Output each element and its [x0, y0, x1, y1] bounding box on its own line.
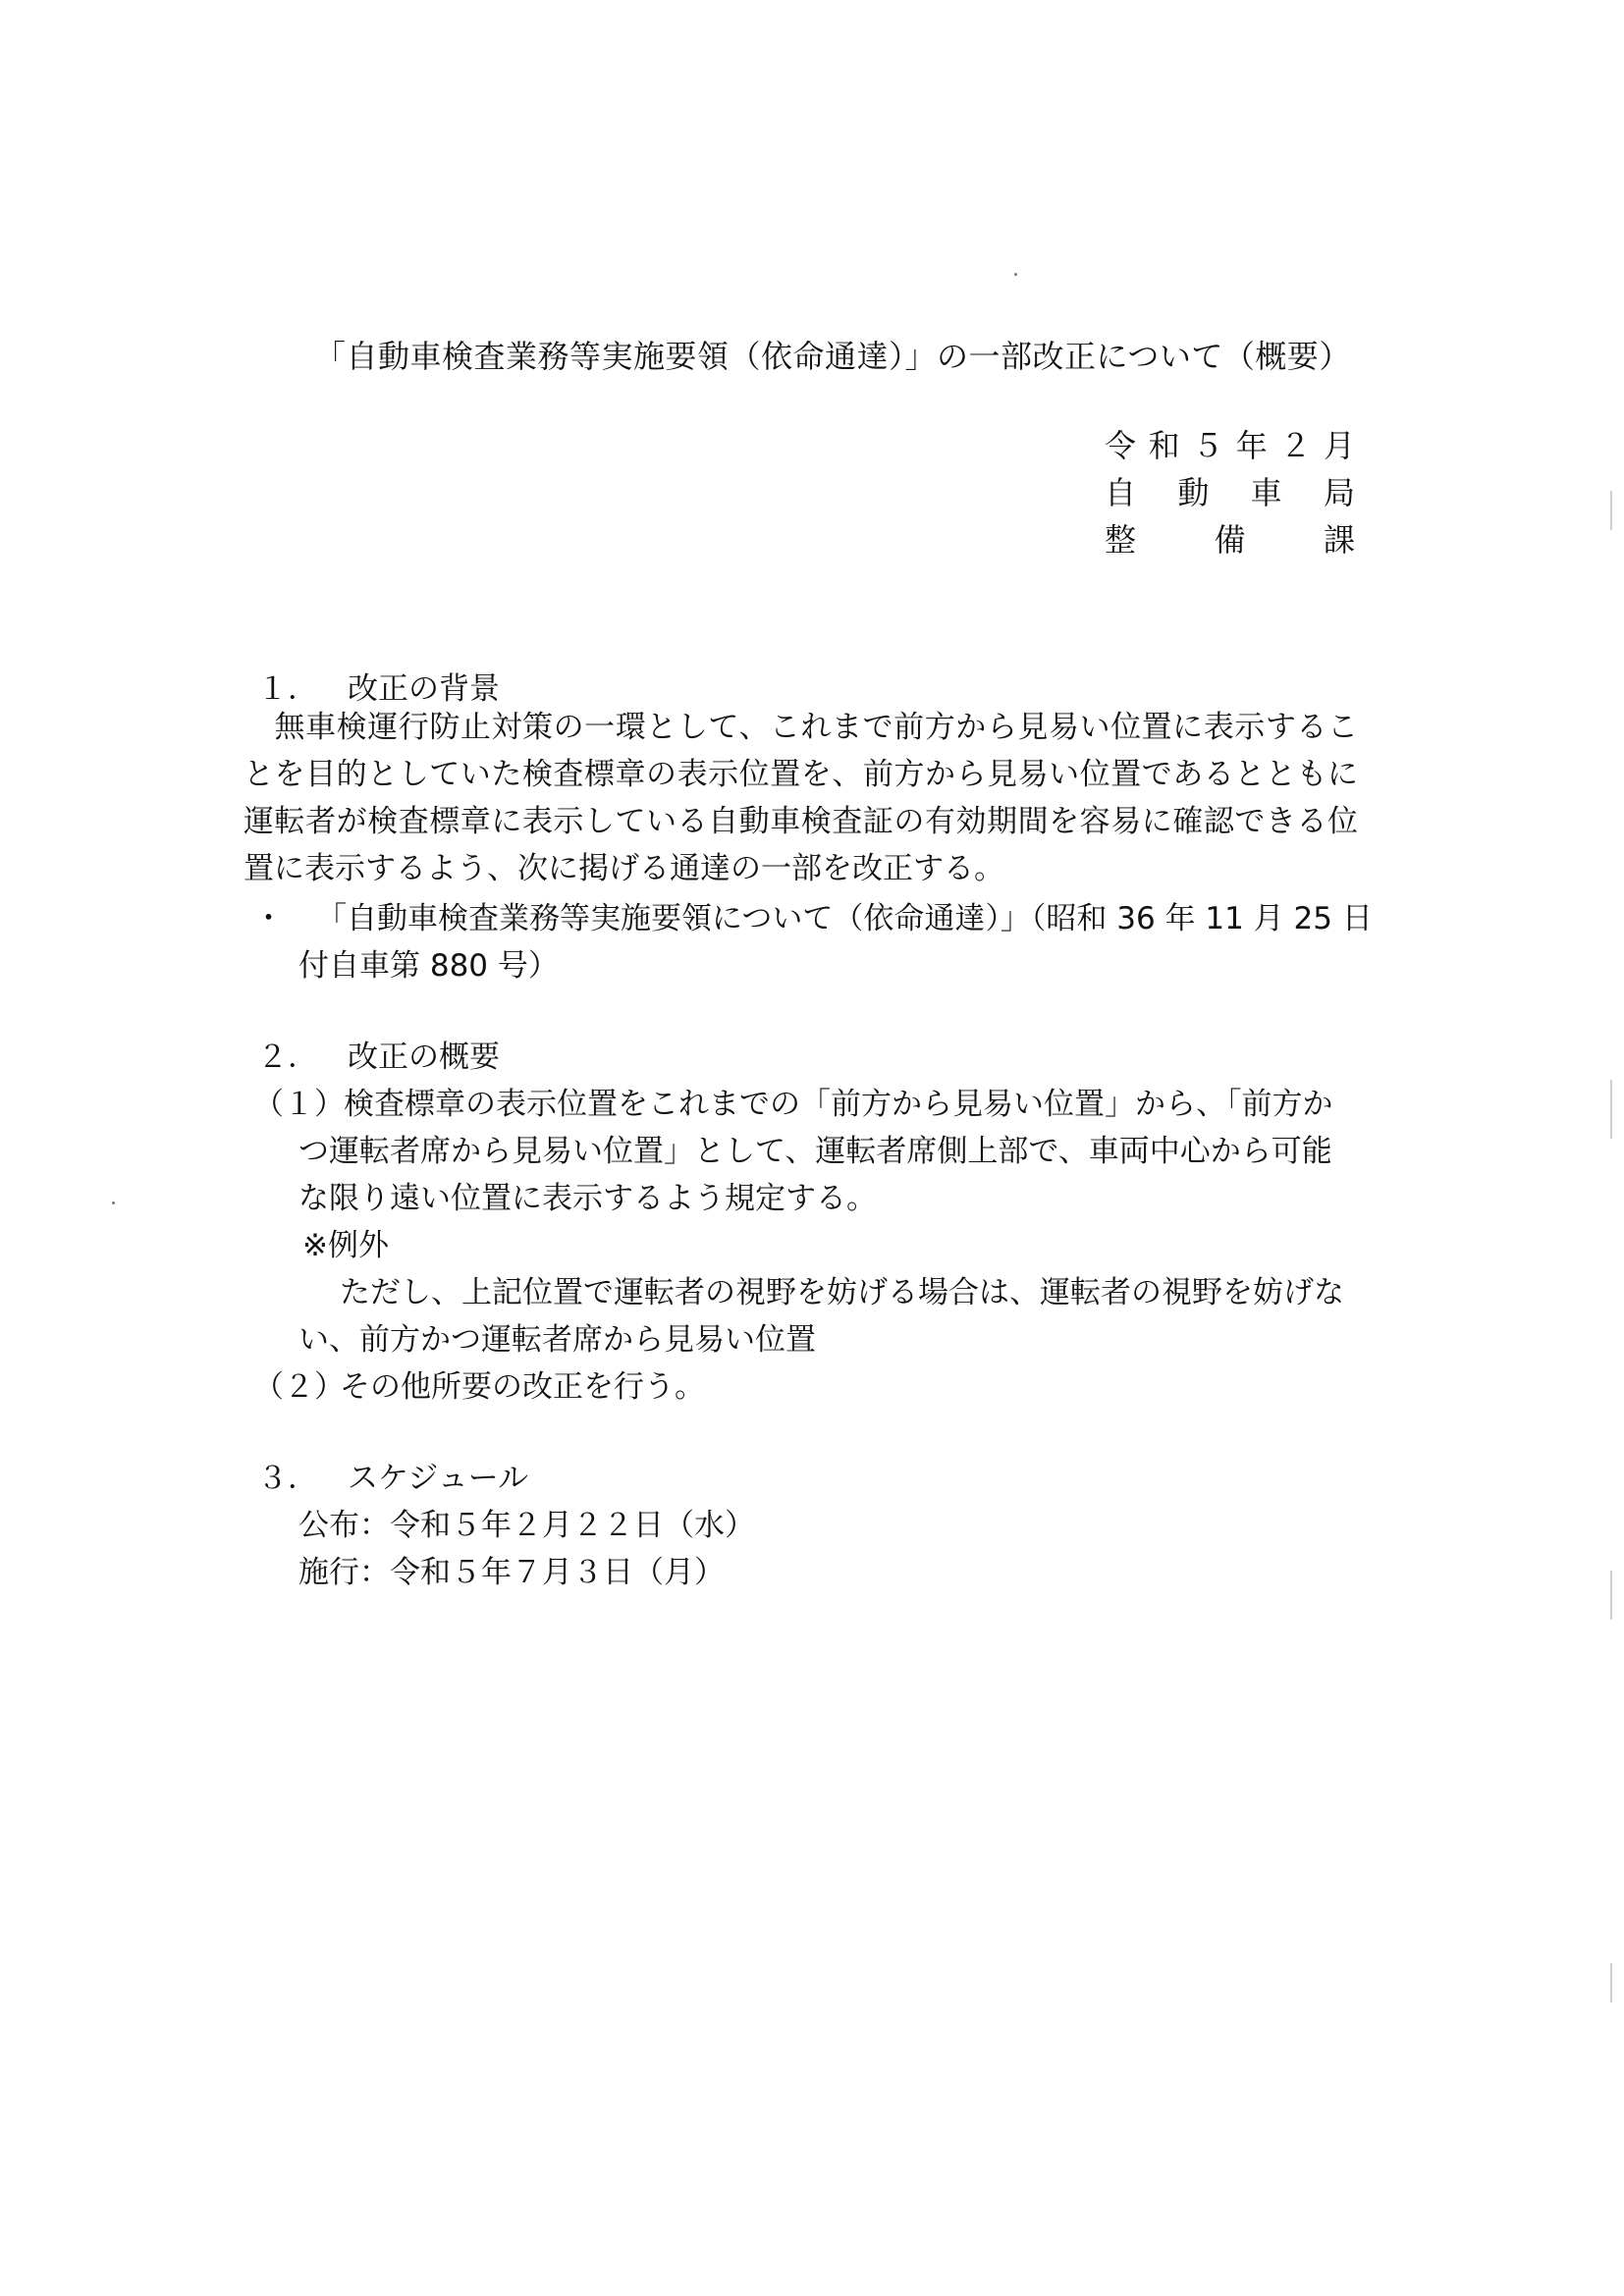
item-2-text: その他所要の改正を行う。 [340, 1369, 705, 1405]
item-2-label: （２） [253, 1369, 345, 1405]
sender-division: 整 備 課 [1105, 521, 1355, 559]
exception-line-2: い、前方かつ運転者席から見易い位置 [298, 1322, 816, 1358]
referenced-notice-line-2: 付自車第 880 号） [298, 948, 559, 984]
scan-edge-mark [1610, 491, 1612, 530]
item-1-label: （１） [253, 1087, 345, 1122]
scan-speck [1014, 273, 1017, 276]
section-number: １． [257, 671, 318, 707]
section-title: スケジュール [348, 1461, 529, 1496]
referenced-notice-line-1: 「自動車検査業務等実施要領について（依命通達）」（昭和 36 年 11 月 25 日 [316, 901, 1373, 936]
scan-speck [112, 1201, 115, 1204]
section-number: ２． [257, 1040, 318, 1075]
section-1-body: 無車検運行防止対策の一環として、これまで前方から見易い位置に表示することを目的としていた検査標章の表示位置を、前方から見易い位置であるとともに運転者が検査標章に表示している自動車検査証の有効期間を容易に確認できる位置に表示するよう、次に掲げる通達の一部を改正する。 [244, 710, 1358, 886]
sender-bureau: 自 動 車 局 [1105, 474, 1355, 511]
item-1-line-1: 検査標章の表示位置をこれまでの「前方から見易い位置」から、「前方か [344, 1087, 1333, 1122]
exception-heading: ※例外 [302, 1228, 389, 1263]
section-title: 改正の概要 [348, 1040, 500, 1075]
bullet-mark: ・ [253, 901, 284, 936]
section-2-heading [257, 1032, 500, 1076]
scan-edge-mark [1610, 1963, 1612, 2002]
section-number: ３． [257, 1461, 318, 1496]
enforcement-date: 施行：令和５年７月３日（月） [298, 1555, 725, 1590]
scan-edge-mark [1610, 1571, 1612, 1620]
sender-block [1105, 422, 1355, 563]
section-1-heading [257, 664, 500, 708]
item-1-line-2: つ運転者席から見易い位置」として、運転者席側上部で、車両中心から可能 [298, 1134, 1332, 1169]
document-title: 「自動車検査業務等実施要領（依命通達）」の一部改正について（概要） [314, 338, 1351, 375]
section-3-heading [257, 1453, 528, 1497]
section-title: 改正の背景 [348, 671, 500, 707]
issue-date: 令 和 ５ 年 ２ 月 [1105, 427, 1355, 464]
exception-line-1: ただし、上記位置で運転者の視野を妨げる場合は、運転者の視野を妨げな [340, 1275, 1344, 1310]
promulgation-date: 公布：令和５年２月２２日（水） [298, 1508, 755, 1543]
scan-edge-mark [1610, 1080, 1612, 1139]
item-1-line-3: な限り遠い位置に表示するよう規定する。 [298, 1181, 877, 1216]
